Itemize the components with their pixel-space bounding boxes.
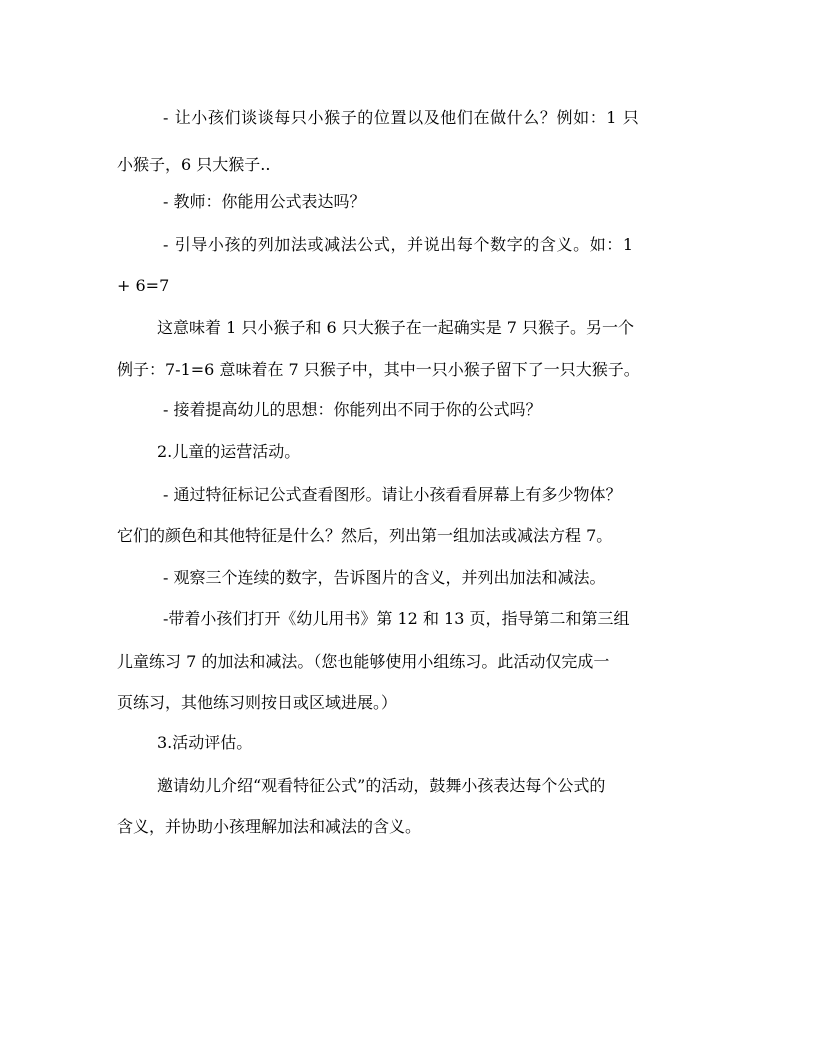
text-line: 小猴子，6 只大猴子.. xyxy=(117,155,271,174)
text-line: - 通过特征标记公式查看图形。请让小孩看看屏幕上有多少物体？ xyxy=(163,485,622,504)
text-line: 儿童练习 7 的加法和减法。（您也能够使用小组练习。此活动仅完成一 xyxy=(117,652,610,671)
text-line: - 教师：你能用公式表达吗？ xyxy=(163,192,366,211)
text-line: 3.活动评估。 xyxy=(157,733,253,752)
text-line: 邀请幼儿介绍“观看特征公式”的活动，鼓舞小孩表达每个公式的 xyxy=(157,776,606,795)
text-line: - 让小孩们谈谈每只小猴子的位置以及他们在做什么？例如：1 只 xyxy=(163,108,640,127)
text-line: 例子：7-1=6 意味着在 7 只猴子中，其中一只小猴子留下了一只大猴子。 xyxy=(117,360,640,379)
text-line: - 观察三个连续的数字，告诉图片的含义，并列出加法和减法。 xyxy=(163,568,606,587)
text-line: 它们的颜色和其他特征是什么？然后，列出第一组加法或减法方程 7。 xyxy=(117,526,613,545)
text-line: -带着小孩们打开《幼儿用书》第 12 和 13 页，指导第二和第三组 xyxy=(163,609,630,628)
text-line: - 接着提高幼儿的思想：你能列出不同于你的公式吗？ xyxy=(163,400,542,419)
text-line: + 6=7 xyxy=(117,276,170,295)
text-line: 这意味着 1 只小猴子和 6 只大猴子在一起确实是 7 只猴子。另一个 xyxy=(157,318,635,337)
text-line: 含义，并协助小孩理解加法和减法的含义。 xyxy=(117,817,422,836)
text-line: 页练习，其他练习则按日或区域进展。） xyxy=(117,693,398,712)
text-line: - 引导小孩的列加法或减法公式，并说出每个数字的含义。如：1 xyxy=(163,235,634,254)
text-line: 2.儿童的运营活动。 xyxy=(157,442,301,461)
